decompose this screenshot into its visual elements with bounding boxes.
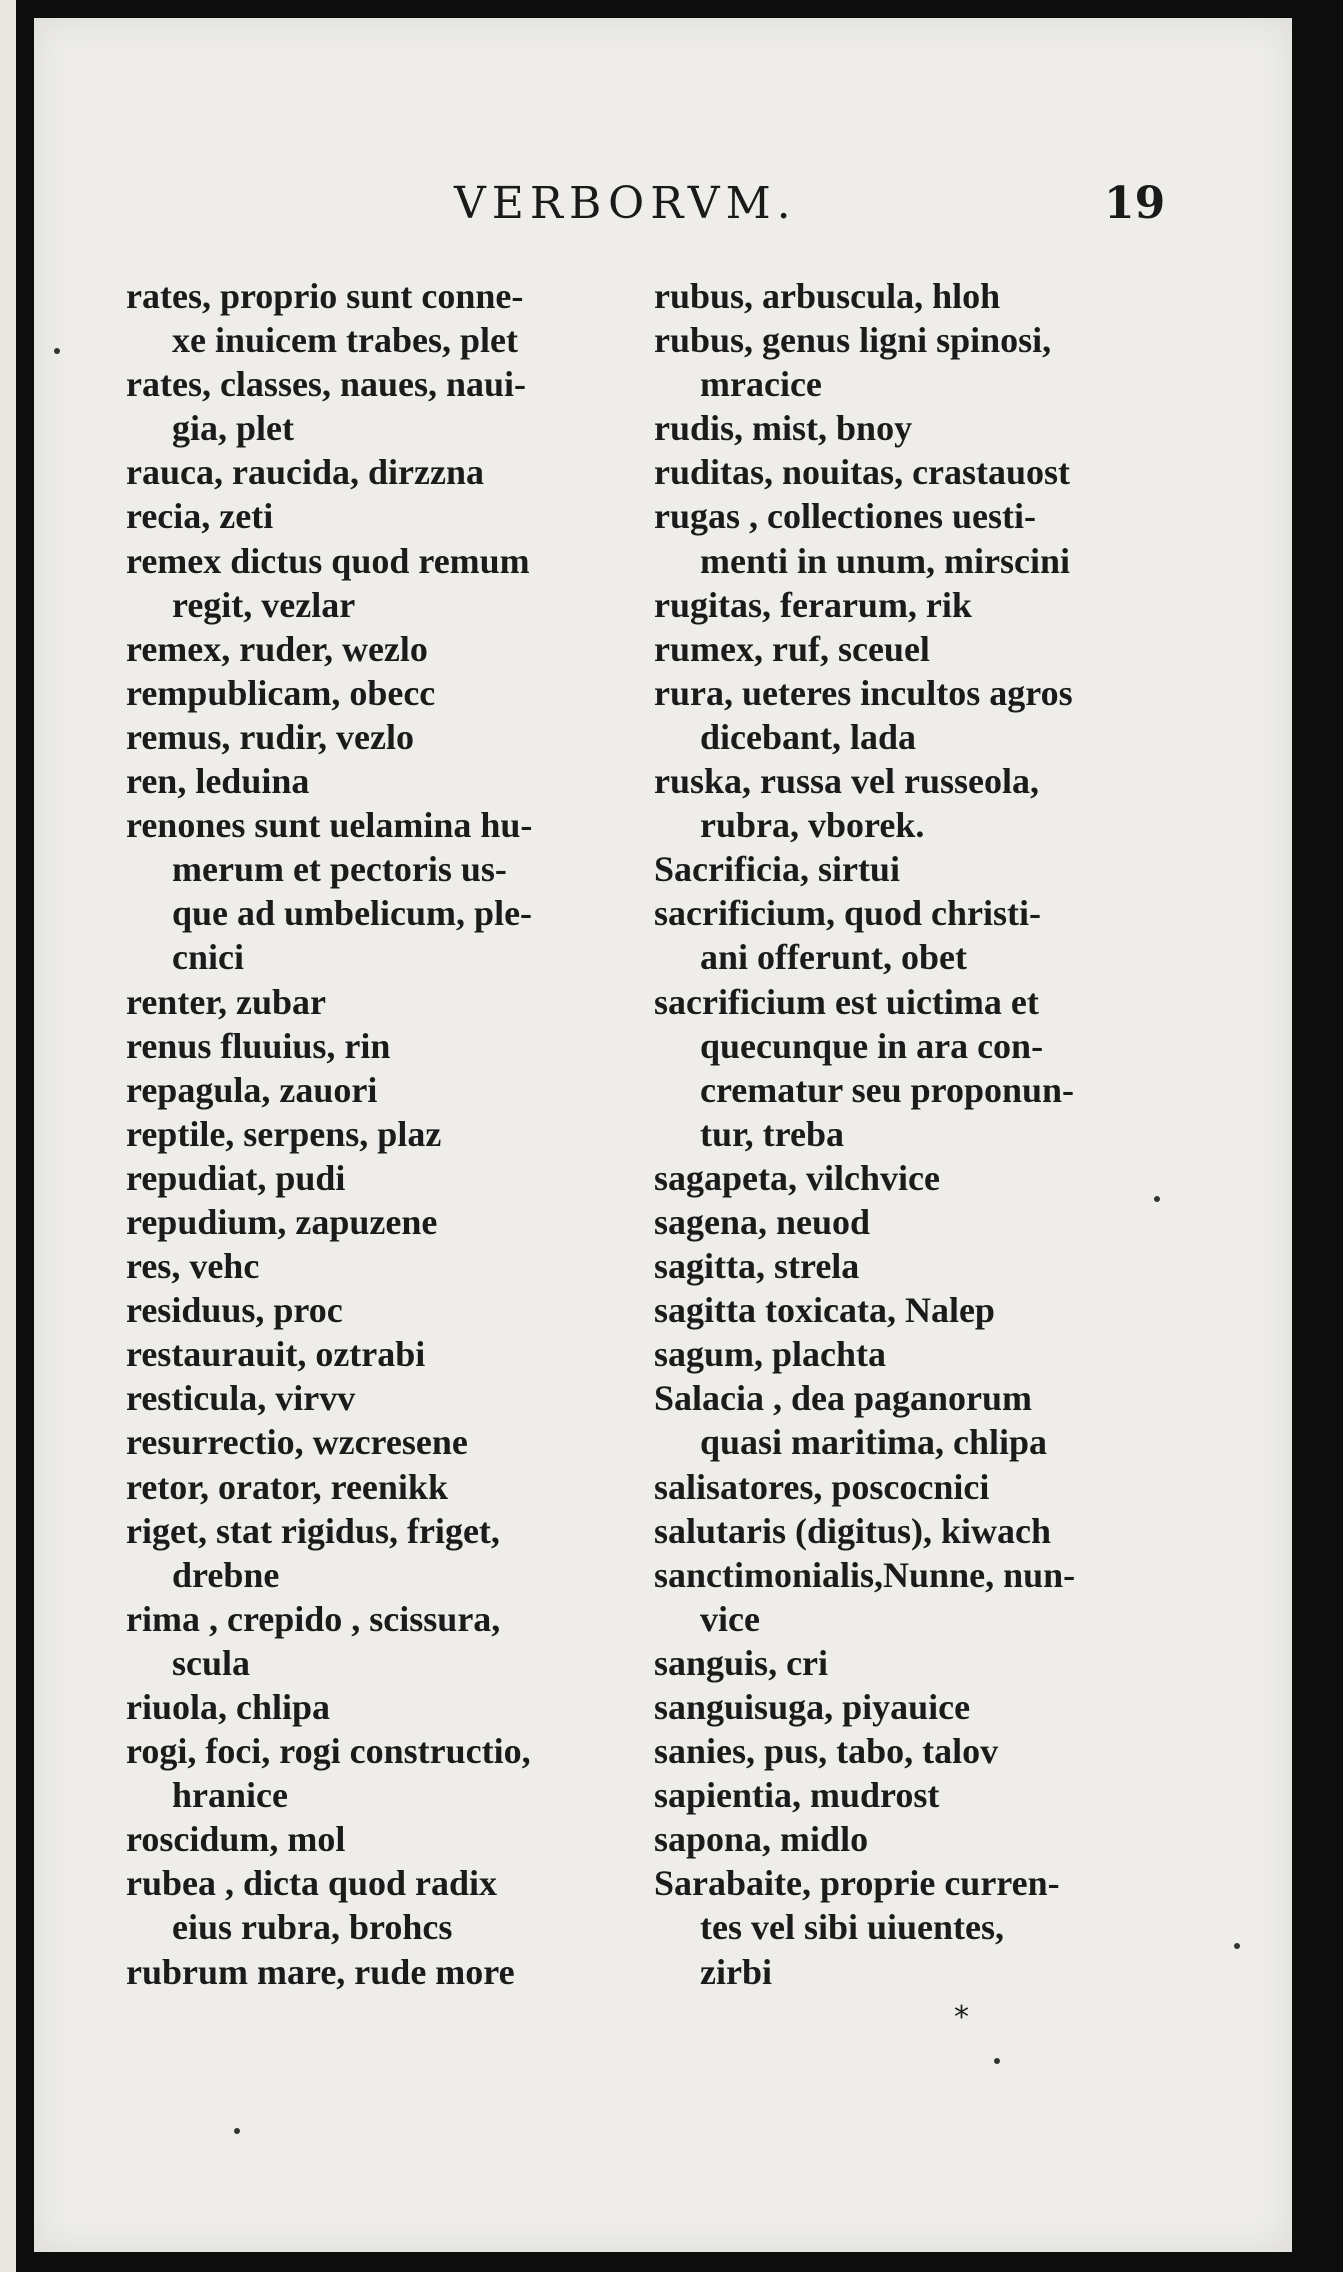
entry-continuation-line: gia, plet (172, 408, 294, 449)
entry-continuation-line: crematur seu proponun- (700, 1069, 1075, 1110)
entry-line: renus fluuius, rin (126, 1025, 391, 1066)
entry-continuation-line: ani offerunt, obet (700, 937, 967, 978)
entry-line: repagula, zauori (126, 1069, 378, 1110)
entry-line: rauca, raucida, dirzzna (126, 452, 484, 493)
entry-line: sanies, pus, tabo, talov (654, 1731, 999, 1772)
entry-continuation-line: rubra, vborek. (700, 805, 925, 846)
entry-line: sagitta toxicata, Nalep (654, 1290, 995, 1331)
entry-continuation-line: menti in unum, mirscini (700, 540, 1071, 581)
entry-line: sagena, neuod (654, 1201, 871, 1242)
entry-line: remex, ruder, wezlo (126, 628, 428, 669)
entry-line: resurrectio, wzcresene (126, 1422, 468, 1463)
entry-continuation-line: regit, vezlar (172, 584, 356, 625)
entry-line: ruska, russa vel russeola, (654, 761, 1040, 802)
entry-continuation-line: drebne (172, 1554, 280, 1595)
entry-line: repudiat, pudi (126, 1157, 346, 1198)
entry-line: rates, proprio sunt conne- (126, 276, 524, 316)
entry-line: rubus, arbuscula, hloh (654, 276, 1001, 316)
entry-line: residuus, proc (126, 1290, 343, 1331)
entry-line: sagum, plachta (654, 1334, 887, 1375)
entry-line: roscidum, mol (126, 1819, 346, 1860)
entry-line: sagapeta, vilchvice (654, 1157, 940, 1198)
entry-line: sanguis, cri (654, 1642, 829, 1683)
entry-line: rudis, mist, bnoy (654, 408, 913, 449)
entry-continuation-line: mracice (700, 364, 822, 405)
entry-continuation-line: vice (700, 1598, 760, 1639)
entry-continuation-line: merum et pectoris us- (172, 849, 507, 890)
entry-line: rima , crepido , scissura, (126, 1598, 501, 1639)
right-column (654, 274, 1224, 1994)
entry-line: remex dictus quod remum (126, 540, 530, 581)
entry-line: sanguisuga, piyauice (654, 1687, 971, 1727)
entry-line: rubrum mare, rude more (126, 1951, 515, 1992)
entry-line: sanctimonialis,Nunne, nun- (654, 1554, 1076, 1595)
entry-line: riuola, chlipa (126, 1687, 331, 1727)
entry-line: rates, classes, naues, naui- (126, 364, 527, 405)
entry-line: sacrificium, quod christi- (654, 893, 1041, 934)
entry-line: repudium, zapuzene (126, 1201, 438, 1242)
entry-line: riget, stat rigidus, friget, (126, 1510, 500, 1551)
entry-continuation-line: tes vel sibi uiuentes, (700, 1907, 1005, 1948)
running-title: VERBORVM. (454, 178, 797, 229)
entry-line: resticula, virvv (126, 1378, 356, 1419)
speck (54, 348, 60, 354)
entry-continuation-line: hranice (172, 1775, 288, 1816)
entry-line: rubus, genus ligni spinosi, (654, 320, 1052, 361)
entry-line: res, vehc (126, 1246, 260, 1287)
entry-continuation-line: scula (172, 1642, 251, 1683)
entry-continuation-line: dicebant, lada (700, 716, 917, 757)
entry-line: sapientia, mudrost (654, 1775, 940, 1816)
entry-line: renones sunt uelamina hu- (126, 805, 533, 846)
entry-continuation-line: quecunque in ara con- (700, 1025, 1044, 1066)
entry-continuation-line: cnici (172, 937, 244, 978)
entry-line: rugas , collectiones uesti- (654, 496, 1036, 537)
entry-line: rugitas, ferarum, rik (654, 584, 972, 625)
left-page-edge (0, 0, 16, 2272)
entry-line: retor, orator, reenikk (126, 1466, 448, 1507)
entry-continuation-line: quasi maritima, chlipa (700, 1422, 1048, 1463)
entry-line: ren, leduina (126, 761, 310, 802)
entry-line: salutaris (digitus), kiwach (654, 1510, 1052, 1551)
speck (1234, 1943, 1240, 1949)
entry-continuation-line: eius rubra, brohcs (172, 1907, 453, 1948)
entry-line: Salacia , dea paganorum (654, 1378, 1033, 1419)
entry-continuation-line: tur, treba (700, 1113, 844, 1154)
entry-continuation-line: xe inuicem trabes, plet (172, 320, 518, 361)
speck (994, 2058, 1000, 2064)
entry-line: reptile, serpens, plaz (126, 1113, 442, 1154)
entry-line: restaurauit, oztrabi (126, 1334, 426, 1375)
entry-line: sacrificium est uictima et (654, 981, 1039, 1022)
entry-line: remus, rudir, vezlo (126, 716, 414, 757)
page-header (34, 178, 1292, 238)
entry-line: ruditas, nouitas, crastauost (654, 452, 1071, 493)
entry-line: renter, zubar (126, 981, 326, 1022)
entry-line: Sacrificia, sirtui (654, 849, 900, 890)
book-page (34, 18, 1292, 2252)
page-number: 19 (1104, 178, 1166, 229)
entry-line: rura, ueteres incultos agros (654, 672, 1073, 713)
signature-mark: * (954, 2000, 969, 2035)
entry-line: rempublicam, obecc (126, 672, 436, 713)
entry-continuation-line: zirbi (700, 1951, 772, 1992)
entry-continuation-line: que ad umbelicum, ple- (172, 893, 533, 934)
entry-line: rumex, ruf, sceuel (654, 628, 930, 669)
speck (234, 2128, 240, 2134)
entry-line: rubea , dicta quod radix (126, 1863, 498, 1904)
entry-line: salisatores, poscocnici (654, 1466, 990, 1507)
speck (1154, 1196, 1160, 1202)
entry-line: recia, zeti (126, 496, 274, 537)
entry-line: sagitta, strela (654, 1246, 860, 1287)
entry-line: sapona, midlo (654, 1819, 869, 1860)
left-column (126, 274, 666, 1994)
entry-line: Sarabaite, proprie curren- (654, 1863, 1060, 1904)
entry-line: rogi, foci, rogi constructio, (126, 1731, 531, 1772)
